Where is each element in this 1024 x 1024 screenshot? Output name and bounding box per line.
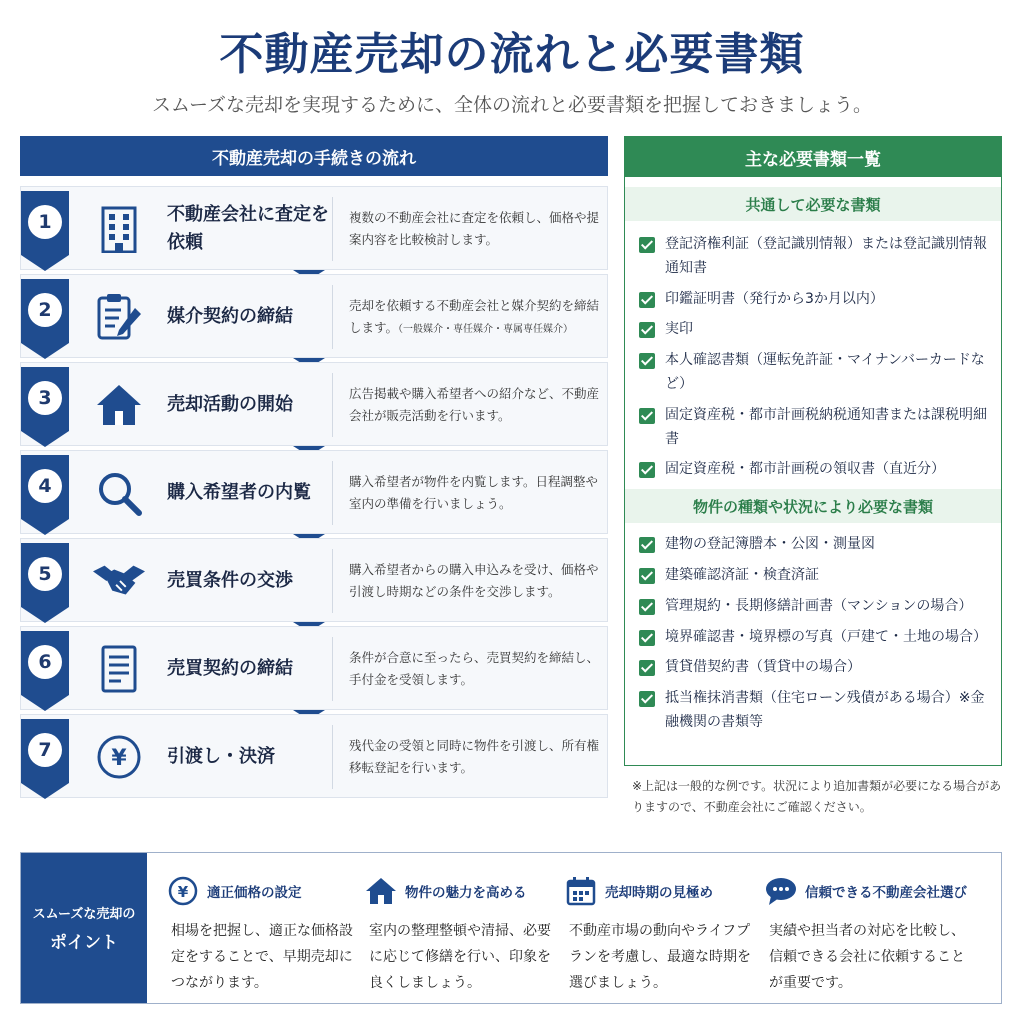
list-item: 固定資産税・都市計画税納税通知書または課税明細書: [639, 404, 993, 452]
house-icon: [365, 875, 397, 907]
step-number: 5: [28, 557, 62, 591]
point-item-timing: [551, 853, 756, 1003]
list-item: 建物の登記簿謄本・公図・測量図: [639, 533, 993, 557]
check-icon: [639, 537, 655, 553]
list-item: 印鑑証明書（発行から3か月以内）: [639, 288, 993, 312]
step-divider: [332, 549, 333, 613]
check-icon: [639, 630, 655, 646]
list-item: 賃貸借契約書（賃貸中の場合）: [639, 656, 993, 680]
step-title: 売却活動の開始: [167, 394, 293, 416]
situational-documents-list: [625, 523, 1001, 735]
step-divider: [332, 197, 333, 261]
points-panel: [20, 852, 1002, 1004]
documents-note: ※上記は一般的な例です。状況により追加書類が必要になる場合がありますので、不動産会社にご確認ください。: [632, 779, 1002, 814]
common-documents-list: [625, 221, 1001, 482]
step-number: 4: [28, 469, 62, 503]
flow-step-2: [20, 274, 608, 358]
page-title: 不動産売却の流れと必要書類: [219, 29, 805, 80]
step-badge: [21, 191, 69, 271]
point-item-agent: [751, 853, 1001, 1003]
step-badge: [21, 631, 69, 711]
step-number: 3: [28, 381, 62, 415]
list-item: 管理規約・長期修繕計画書（マンションの場合）: [639, 595, 993, 619]
step-description: 購入希望者からの購入申込みを受け、価格や引渡し時期などの条件を交渉します。: [349, 562, 599, 599]
yen-icon: [167, 875, 199, 907]
step-number: 7: [28, 733, 62, 767]
step-description-text: 売却を依頼する不動産会社と媒介契約を締結します。: [349, 298, 600, 335]
list-item: 境界確認書・境界標の写真（戸建て・土地の場合）: [639, 626, 993, 650]
point-title: 売却時期の見極め: [605, 885, 713, 901]
point-description: 実績や担当者の対応を比較し、信頼できる会社に依頼することが重要です。: [769, 923, 965, 991]
flow-step-6: [20, 626, 608, 710]
point-item-appeal: [351, 853, 556, 1003]
svg-text:¥: ¥: [177, 883, 189, 901]
step-description: 条件が合意に至ったら、売買契約を締結し、手付金を受領します。: [349, 650, 600, 687]
building-icon: [93, 203, 145, 255]
step-description: 複数の不動産会社に査定を依頼し、価格や提案内容を比較検討します。: [349, 210, 600, 247]
step-divider: [332, 373, 333, 437]
step-divider: [332, 725, 333, 789]
step-description: 購入希望者が物件を内覧します。日程調整や室内の準備を行いましょう。: [349, 474, 599, 511]
step-number: 2: [28, 293, 62, 327]
points-label: [21, 853, 147, 1003]
yen-icon: [93, 731, 145, 783]
step-badge: [21, 543, 69, 623]
house-icon: [93, 379, 145, 431]
check-icon: [639, 408, 655, 424]
point-title: 物件の魅力を高める: [405, 885, 527, 901]
svg-text:¥: ¥: [111, 746, 127, 771]
check-icon: [639, 568, 655, 584]
common-documents-title: 共通して必要な書類: [625, 187, 1001, 221]
point-title: 適正価格の設定: [207, 885, 302, 901]
documents-header: 主な必要書類一覧: [625, 137, 1001, 177]
step-title: 売買条件の交渉: [167, 570, 293, 592]
flow-step-1: [20, 186, 608, 270]
magnifier-icon: [93, 467, 145, 519]
step-divider: [332, 285, 333, 349]
step-title: 不動産会社に査定を依頼: [167, 204, 329, 253]
check-icon: [639, 353, 655, 369]
check-icon: [639, 691, 655, 707]
step-description: 広告掲載や購入希望者への紹介など、不動産会社が販売活動を行います。: [349, 386, 600, 423]
check-icon: [639, 462, 655, 478]
step-description: [349, 275, 605, 359]
step-title: 売買契約の締結: [167, 658, 293, 680]
list-item: 実印: [639, 318, 993, 342]
step-badge: [21, 455, 69, 535]
flow-header: 不動産売却の手続きの流れ: [20, 136, 608, 176]
documents-panel: [624, 136, 1002, 766]
step-badge: [21, 367, 69, 447]
step-number: 6: [28, 645, 62, 679]
point-description: 室内の整理整頓や清掃、必要に応じて修繕を行い、印象を良くしましょう。: [369, 923, 551, 991]
point-item-price: [153, 853, 358, 1003]
point-description: 不動産市場の動向やライフプランを考慮し、最適な時期を選びましょう。: [569, 923, 751, 991]
list-item: 建築確認済証・検査済証: [639, 564, 993, 588]
flow-step-4: [20, 450, 608, 534]
step-badge: [21, 279, 69, 359]
list-item: 本人確認書類（運転免許証・マイナンバーカードなど）: [639, 349, 993, 397]
check-icon: [639, 322, 655, 338]
points-label-line2: ポイント: [50, 933, 118, 953]
clipboard-pen-icon: [93, 291, 145, 343]
check-icon: [639, 599, 655, 615]
page-subtitle: スムーズな売却を実現するために、全体の流れと必要書類を把握しておきましょう。: [151, 94, 873, 116]
situational-documents-title: 物件の種類や状況により必要な書類: [625, 489, 1001, 523]
step-title: 媒介契約の締結: [167, 306, 293, 328]
list-item: 登記済権利証（登記識別情報）または登記識別情報通知書: [639, 233, 993, 281]
document-icon: [93, 643, 145, 695]
chat-bubble-icon: [765, 875, 797, 907]
step-badge: [21, 719, 69, 799]
flow-step-7: [20, 714, 608, 798]
step-divider: [332, 461, 333, 525]
step-number: 1: [28, 205, 62, 239]
check-icon: [639, 660, 655, 676]
points-label-line1: スムーズな売却の: [32, 907, 136, 922]
step-title: 購入希望者の内覧: [167, 482, 311, 504]
step-description: 残代金の受領と同時に物件を引渡し、所有権移転登記を行います。: [349, 738, 600, 775]
calendar-icon: [565, 875, 597, 907]
flow-panel: [20, 136, 608, 775]
flow-step-5: [20, 538, 608, 622]
point-title: 信頼できる不動産会社選び: [805, 885, 967, 901]
check-icon: [639, 292, 655, 308]
point-description: 相場を把握し、適正な価格設定をすることで、早期売却につながります。: [171, 923, 353, 991]
step-title: 引渡し・決済: [167, 746, 275, 768]
list-item: 固定資産税・都市計画税の領収書（直近分）: [639, 458, 993, 482]
check-icon: [639, 237, 655, 253]
handshake-icon: [93, 555, 145, 607]
step-divider: [332, 637, 333, 701]
step-description-note: （一般媒介・専任媒介・専属専任媒介）: [398, 324, 574, 335]
flow-step-3: [20, 362, 608, 446]
list-item: 抵当権抹消書類（住宅ローン残債がある場合）※金融機関の書類等: [639, 687, 993, 735]
